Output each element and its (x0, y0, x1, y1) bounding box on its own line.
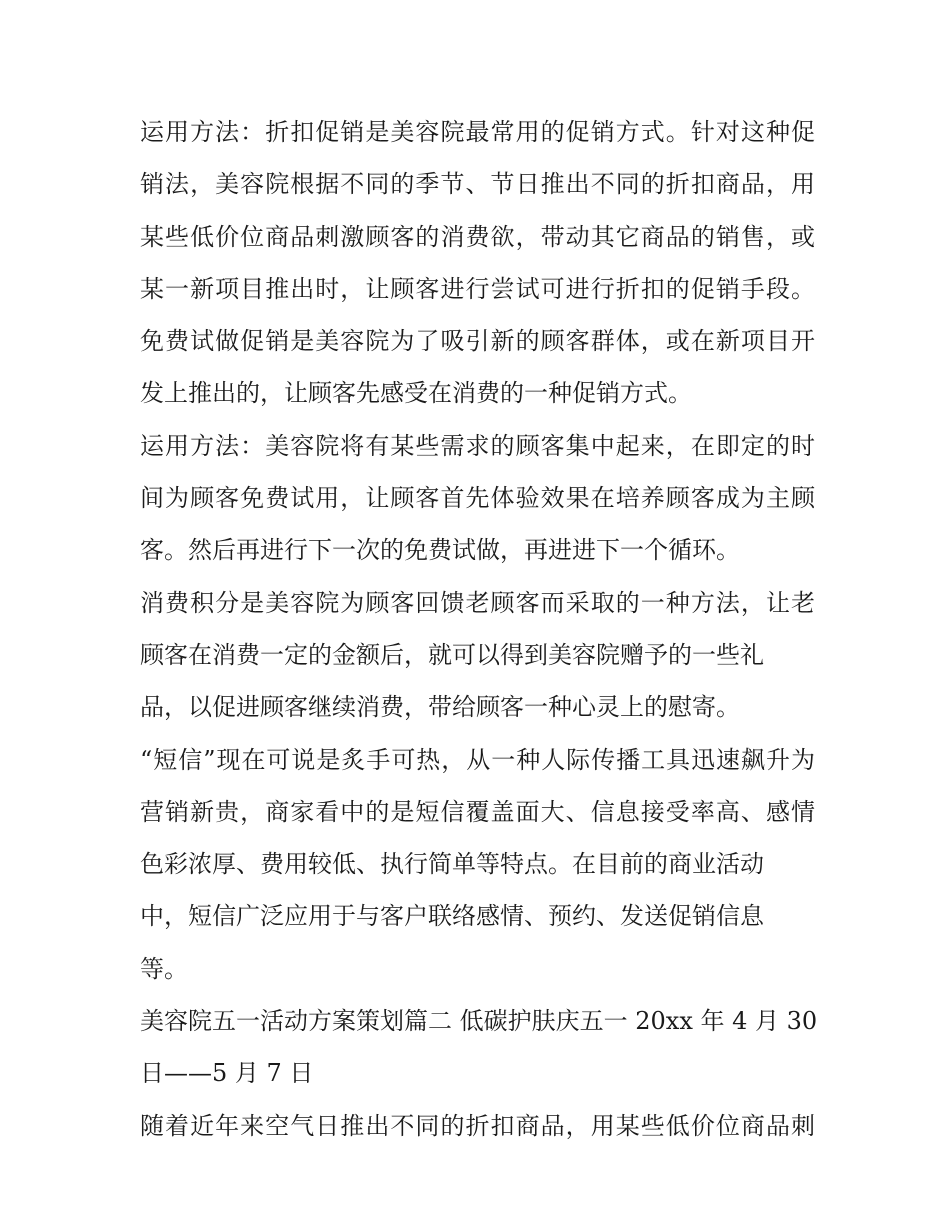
section-heading-line: 美容院五一活动方案策划篇二 低碳护肤庆五一 20xx 年 4 月 30 (140, 1007, 818, 1036)
text-line: 某些低价位商品刺激顾客的消费欲，带动其它商品的销售，或 (140, 222, 815, 251)
text-line: 发上推出的，让顾客先感受在消费的一种促销方式。 (140, 379, 692, 408)
text-line: 品，以促进顾客继续消费，带给顾客一种心灵上的慰寄。 (140, 693, 740, 722)
text-line: 色彩浓厚、费用较低、执行简单等特点。在目前的商业活动 (140, 850, 764, 879)
section-heading-line: 日——5 月 7 日 (140, 1059, 314, 1088)
text-line: 间为顾客免费试用，让顾客首先体验效果在培养顾客成为主顾 (140, 484, 815, 513)
body-text (140, 106, 818, 1152)
text-line: “短信”现在可说是炙手可热，从一种人际传播工具迅速飙升为 (140, 745, 815, 774)
text-line: 某一新项目推出时，让顾客进行尝试可进行折扣的促销手段。 (140, 274, 815, 303)
text-line: 消费积分是美容院为顾客回馈老顾客而采取的一种方法，让老 (140, 588, 815, 617)
text-line: 客。然后再进行下一次的免费试做，再进进下一个循环。 (140, 536, 740, 565)
text-line: 随着近年来空气日推出不同的折扣商品，用某些低价位商品刺 (140, 1111, 815, 1140)
text-line: 中，短信广泛应用于与客户联络感情、预约、发送促销信息 (140, 902, 764, 931)
text-line: 销法，美容院根据不同的季节、节日推出不同的折扣商品，用 (140, 170, 815, 199)
text-line: 免费试做促销是美容院为了吸引新的顾客群体，或在新项目开 (140, 327, 815, 356)
text-line: 等。 (140, 954, 188, 983)
text-line: 运用方法：折扣促销是美容院最常用的促销方式。针对这种促 (140, 118, 815, 146)
text-line: 运用方法：美容院将有某些需求的顾客集中起来，在即定的时 (140, 431, 815, 460)
text-line: 营销新贵，商家看中的是短信覆盖面大、信息接受率高、感情 (140, 797, 815, 826)
text-line: 顾客在消费一定的金额后，就可以得到美容院赠予的一些礼 (140, 640, 764, 669)
